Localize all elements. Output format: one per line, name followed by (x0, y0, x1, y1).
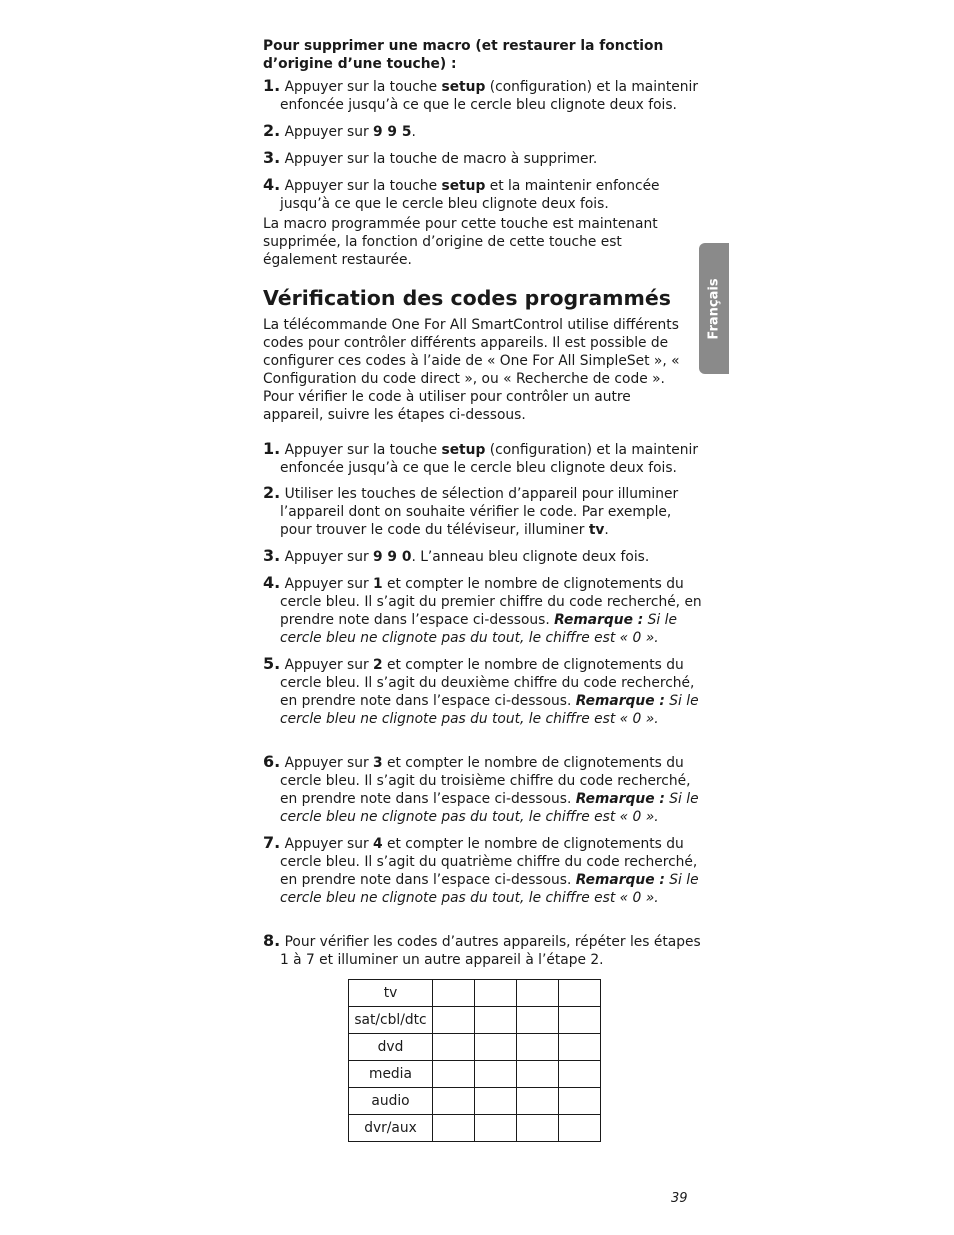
remark-text: Si le cercle bleu ne clignote pas du tout, le chiffre est « 0 ». (280, 791, 699, 825)
code-digit-cell (475, 1088, 517, 1115)
step-text: et compter le nombre de clignotements du cercle bleu. Il s’agit du premier chiffre du code recherché, en prendre note dans l’espace ci-dessous. (280, 576, 702, 628)
page-number: 39 (671, 1191, 688, 1206)
step-text: (configuration) et la maintenir enfoncée jusqu’à ce que le cercle bleu clignote deux fois. (280, 442, 698, 476)
step-number: 7. (263, 833, 281, 852)
step-key: 3 (373, 755, 383, 771)
code-digit-cell (517, 1034, 559, 1061)
verify-step-8 (263, 932, 703, 969)
step-number: 5. (263, 654, 281, 673)
code-digit-cell (433, 1088, 475, 1115)
step-key: setup (441, 442, 486, 458)
step-number: 4. (263, 573, 281, 592)
step-number: 8. (263, 931, 281, 950)
code-record-table (348, 979, 601, 1142)
step-number: 2. (263, 483, 281, 502)
code-digit-cell (559, 1034, 601, 1061)
verify-step-3 (263, 547, 703, 566)
verify-step-4 (263, 574, 703, 647)
step-text: Appuyer sur la touche (284, 178, 442, 194)
language-side-tab (699, 243, 729, 374)
step-text: et compter le nombre de clignotements du cercle bleu. Il s’agit du deuxième chiffre du code recherché, en prendre note dans l’espace ci-dessous. (280, 657, 695, 709)
table-row (349, 1007, 601, 1034)
step-text: (configuration) et la maintenir enfoncée jusqu’à ce que le cercle bleu clignote deux fois. (280, 79, 698, 113)
code-digit-cell (475, 980, 517, 1007)
step-key: 4 (373, 836, 383, 852)
step-text: et compter le nombre de clignotements du cercle bleu. Il s’agit du troisième chiffre du code recherché, en prendre note dans l’espace ci-dessous. (280, 755, 691, 807)
step-text: . L’anneau bleu clignote deux fois. (411, 549, 650, 565)
step-number: 3. (263, 546, 281, 565)
device-label: sat/cbl/dtc (349, 1007, 433, 1034)
step-text: Appuyer sur la touche de macro à supprimer. (284, 151, 598, 167)
code-digit-cell (517, 1061, 559, 1088)
table-row (349, 980, 601, 1007)
step-key: tv (588, 522, 605, 538)
remark-label: Remarque : (554, 612, 644, 628)
code-digit-cell (433, 1115, 475, 1142)
verify-step-2 (263, 484, 703, 539)
device-label: tv (349, 980, 433, 1007)
remove-macro-heading: Pour supprimer une macro (et restaurer la fonction d’origine d’une touche) : (263, 38, 664, 72)
step-number: 1. (263, 76, 281, 95)
code-digit-cell (517, 980, 559, 1007)
remove-macro-note: La macro programmée pour cette touche est maintenant supprimée, la fonction d’origine de cette touche est également restaurée. (263, 216, 658, 268)
table-row (349, 1061, 601, 1088)
remark-label: Remarque : (575, 791, 665, 807)
step-text: Appuyer sur (284, 576, 374, 592)
step-text: Appuyer sur la touche (284, 442, 442, 458)
step-number: 6. (263, 752, 281, 771)
code-digit-cell (475, 1115, 517, 1142)
code-digit-cell (559, 1007, 601, 1034)
step-text: Pour vérifier les codes d’autres appareils, répéter les étapes 1 à 7 et illuminer un autre appareil à l’étape 2. (280, 934, 701, 968)
verify-step-1 (263, 440, 703, 477)
remove-step-4 (263, 176, 703, 213)
step-key: 9 9 5 (373, 124, 412, 140)
remark-text: Si le cercle bleu ne clignote pas du tout, le chiffre est « 0 ». (280, 612, 677, 646)
step-text: Appuyer sur la touche (284, 79, 442, 95)
step-number: 1. (263, 439, 281, 458)
remove-step-2 (263, 122, 703, 141)
code-digit-cell (517, 1007, 559, 1034)
step-key: 9 9 0 (373, 549, 412, 565)
device-label: dvd (349, 1034, 433, 1061)
step-text: Appuyer sur (284, 657, 374, 673)
code-digit-cell (559, 1061, 601, 1088)
step-key: 2 (373, 657, 383, 673)
step-text: . (411, 124, 416, 140)
step-text: Appuyer sur (284, 549, 374, 565)
code-digit-cell (433, 1007, 475, 1034)
code-digit-cell (559, 980, 601, 1007)
remark-label: Remarque : (575, 872, 665, 888)
step-key: 1 (373, 576, 383, 592)
remove-step-1 (263, 77, 703, 114)
code-digit-cell (475, 1061, 517, 1088)
step-key: setup (441, 79, 486, 95)
step-text: et compter le nombre de clignotements du cercle bleu. Il s’agit du quatrième chiffre du code recherché, en prendre note dans l’espace ci-dessous. (280, 836, 698, 888)
verify-step-5 (263, 655, 703, 728)
table-row (349, 1088, 601, 1115)
step-text: Appuyer sur (284, 755, 374, 771)
code-digit-cell (559, 1088, 601, 1115)
table-row (349, 1115, 601, 1142)
step-key: setup (441, 178, 486, 194)
verify-step-6 (263, 753, 703, 826)
device-label: media (349, 1061, 433, 1088)
step-number: 2. (263, 121, 281, 140)
code-digit-cell (433, 980, 475, 1007)
verification-heading: Vérification des codes programmés (263, 286, 671, 310)
step-number: 4. (263, 175, 281, 194)
step-number: 3. (263, 148, 281, 167)
code-digit-cell (517, 1115, 559, 1142)
language-tab-label: Français (706, 277, 722, 340)
code-digit-cell (475, 1034, 517, 1061)
step-text: . (604, 522, 609, 538)
remark-text: Si le cercle bleu ne clignote pas du tout, le chiffre est « 0 ». (280, 872, 699, 906)
verify-step-7 (263, 834, 703, 907)
code-digit-cell (475, 1007, 517, 1034)
device-label: dvr/aux (349, 1115, 433, 1142)
code-digit-cell (433, 1034, 475, 1061)
code-digit-cell (517, 1088, 559, 1115)
remark-text: Si le cercle bleu ne clignote pas du tout, le chiffre est « 0 ». (280, 693, 699, 727)
step-text: Appuyer sur (284, 124, 374, 140)
step-text: et la maintenir enfoncée jusqu’à ce que le cercle bleu clignote deux fois. (280, 178, 660, 212)
step-text: Utiliser les touches de sélection d’appareil pour illuminer l’appareil dont on souhaite vérifier le code. Par exemple, pour trouver le code du téléviseur, illuminer (280, 486, 679, 538)
table-row (349, 1034, 601, 1061)
device-label: audio (349, 1088, 433, 1115)
remark-label: Remarque : (575, 693, 665, 709)
code-digit-cell (433, 1061, 475, 1088)
remove-step-3 (263, 149, 703, 168)
step-text: Appuyer sur (284, 836, 374, 852)
code-digit-cell (559, 1115, 601, 1142)
verification-intro: La télécommande One For All SmartControl utilise différents codes pour contrôler différents appareils. Il est possible de configurer ces codes à l’aide de « One For All SimpleSet », « Configuration du code direct », ou « Recherche de code ». Pour vérifier le code à utiliser pour contrôler un autre appareil, suivre les étapes ci-dessous. (263, 317, 680, 423)
